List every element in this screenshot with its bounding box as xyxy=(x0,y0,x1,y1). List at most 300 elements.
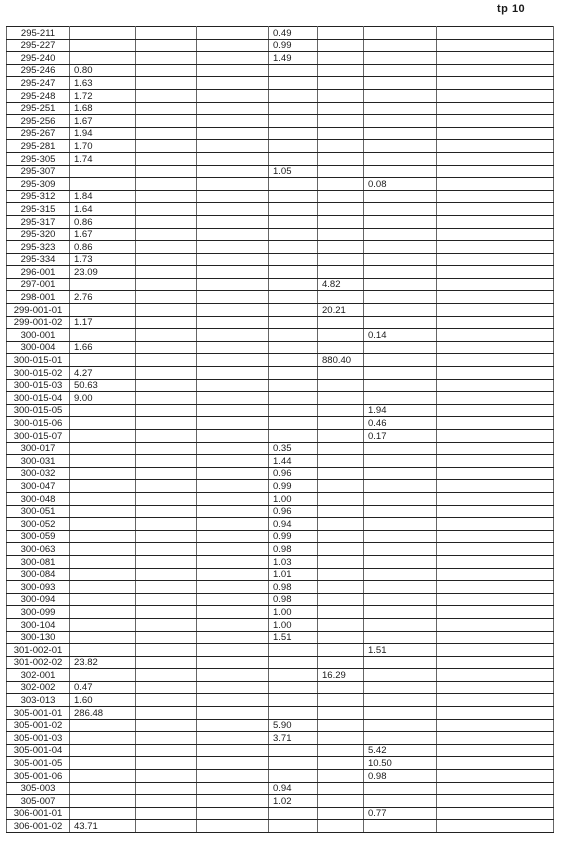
value-cell xyxy=(364,203,437,216)
value-cell xyxy=(269,669,318,682)
value-cell xyxy=(269,707,318,720)
value-cell xyxy=(318,228,364,241)
value-cell: 1.74 xyxy=(70,152,136,165)
value-cell xyxy=(197,329,269,342)
value-cell xyxy=(197,480,269,493)
table-row xyxy=(7,681,554,694)
value-cell xyxy=(437,278,554,291)
value-cell xyxy=(318,820,364,833)
value-cell xyxy=(136,782,197,795)
value-cell xyxy=(318,77,364,90)
value-cell: 1.72 xyxy=(70,89,136,102)
row-code-cell: 299-001-01 xyxy=(7,304,70,317)
table-row xyxy=(7,417,554,430)
value-cell xyxy=(197,467,269,480)
value-cell xyxy=(70,631,136,644)
value-cell xyxy=(364,656,437,669)
value-cell xyxy=(197,52,269,65)
value-cell: 10.50 xyxy=(364,757,437,770)
row-code-cell: 301-002-01 xyxy=(7,644,70,657)
value-cell xyxy=(364,152,437,165)
value-cell xyxy=(136,555,197,568)
row-code-cell: 295-281 xyxy=(7,140,70,153)
value-cell: 1.44 xyxy=(269,455,318,468)
value-cell: 0.99 xyxy=(269,480,318,493)
value-cell xyxy=(197,253,269,266)
value-cell xyxy=(197,631,269,644)
value-cell xyxy=(197,27,269,40)
value-cell xyxy=(437,417,554,430)
table-row xyxy=(7,719,554,732)
value-cell xyxy=(364,77,437,90)
value-cell xyxy=(197,354,269,367)
value-cell xyxy=(70,278,136,291)
value-cell xyxy=(437,52,554,65)
value-cell xyxy=(197,39,269,52)
table-row xyxy=(7,505,554,518)
row-code-cell: 303-013 xyxy=(7,694,70,707)
value-cell: 20.21 xyxy=(318,304,364,317)
value-cell xyxy=(437,530,554,543)
row-code-cell: 295-251 xyxy=(7,102,70,115)
row-code-cell: 295-309 xyxy=(7,178,70,191)
value-cell xyxy=(437,770,554,783)
value-cell xyxy=(70,39,136,52)
value-cell: 43.71 xyxy=(70,820,136,833)
value-cell xyxy=(136,341,197,354)
value-cell xyxy=(70,480,136,493)
value-cell xyxy=(197,568,269,581)
row-code-cell: 305-001-01 xyxy=(7,707,70,720)
table-row xyxy=(7,744,554,757)
value-cell xyxy=(70,543,136,556)
value-cell xyxy=(70,404,136,417)
row-code-cell: 300-001 xyxy=(7,329,70,342)
value-cell xyxy=(136,455,197,468)
value-cell xyxy=(269,392,318,405)
value-cell xyxy=(136,39,197,52)
value-cell xyxy=(136,694,197,707)
value-cell xyxy=(437,732,554,745)
value-cell xyxy=(70,442,136,455)
value-cell xyxy=(318,430,364,443)
value-cell xyxy=(364,291,437,304)
value-cell xyxy=(269,820,318,833)
value-cell xyxy=(437,606,554,619)
value-cell xyxy=(437,127,554,140)
value-cell: 0.98 xyxy=(364,770,437,783)
value-cell xyxy=(364,530,437,543)
value-cell: 23.09 xyxy=(70,266,136,279)
value-cell xyxy=(318,744,364,757)
value-cell xyxy=(197,744,269,757)
value-cell xyxy=(437,203,554,216)
value-cell xyxy=(136,530,197,543)
value-cell xyxy=(364,392,437,405)
table-row xyxy=(7,27,554,40)
value-cell xyxy=(364,89,437,102)
value-cell xyxy=(70,430,136,443)
value-cell xyxy=(197,367,269,380)
value-cell xyxy=(197,178,269,191)
table-row xyxy=(7,492,554,505)
value-cell xyxy=(269,744,318,757)
value-cell xyxy=(437,455,554,468)
table-row xyxy=(7,480,554,493)
value-cell xyxy=(197,593,269,606)
value-cell xyxy=(437,27,554,40)
value-cell xyxy=(136,354,197,367)
table-row xyxy=(7,278,554,291)
value-cell: 1.01 xyxy=(269,568,318,581)
value-cell xyxy=(197,228,269,241)
value-cell xyxy=(136,127,197,140)
value-cell xyxy=(318,606,364,619)
table-row xyxy=(7,140,554,153)
value-cell xyxy=(364,480,437,493)
value-cell xyxy=(437,379,554,392)
value-cell: 0.86 xyxy=(70,241,136,254)
row-code-cell: 295-267 xyxy=(7,127,70,140)
value-cell xyxy=(70,530,136,543)
value-cell xyxy=(364,39,437,52)
row-code-cell: 300-048 xyxy=(7,492,70,505)
value-cell xyxy=(364,732,437,745)
value-cell xyxy=(136,480,197,493)
value-cell xyxy=(437,543,554,556)
value-cell xyxy=(437,581,554,594)
row-code-cell: 302-001 xyxy=(7,669,70,682)
table-row xyxy=(7,568,554,581)
value-cell xyxy=(70,593,136,606)
value-cell xyxy=(136,505,197,518)
value-cell xyxy=(269,354,318,367)
value-cell xyxy=(364,795,437,808)
value-cell xyxy=(318,291,364,304)
table-row xyxy=(7,379,554,392)
row-code-cell: 298-001 xyxy=(7,291,70,304)
value-cell: 4.82 xyxy=(318,278,364,291)
value-cell xyxy=(197,430,269,443)
value-cell xyxy=(197,669,269,682)
value-cell xyxy=(318,341,364,354)
value-cell xyxy=(197,102,269,115)
value-cell: 0.80 xyxy=(70,64,136,77)
value-cell: 1.00 xyxy=(269,606,318,619)
value-cell xyxy=(197,707,269,720)
value-cell xyxy=(136,467,197,480)
table-row xyxy=(7,467,554,480)
value-cell xyxy=(269,190,318,203)
value-cell xyxy=(318,455,364,468)
row-code-cell: 300-015-04 xyxy=(7,392,70,405)
value-cell xyxy=(437,241,554,254)
value-cell xyxy=(70,329,136,342)
value-cell xyxy=(318,417,364,430)
table-row xyxy=(7,127,554,140)
value-cell xyxy=(269,807,318,820)
value-cell xyxy=(437,102,554,115)
row-code-cell: 300-047 xyxy=(7,480,70,493)
value-cell xyxy=(364,215,437,228)
row-code-cell: 300-051 xyxy=(7,505,70,518)
row-code-cell: 305-001-04 xyxy=(7,744,70,757)
value-cell xyxy=(136,644,197,657)
value-cell xyxy=(364,127,437,140)
value-cell: 1.49 xyxy=(269,52,318,65)
value-cell: 0.96 xyxy=(269,467,318,480)
value-cell xyxy=(136,115,197,128)
table-row xyxy=(7,530,554,543)
value-cell xyxy=(437,190,554,203)
value-cell xyxy=(197,656,269,669)
value-cell xyxy=(136,518,197,531)
table-row xyxy=(7,669,554,682)
table-row xyxy=(7,190,554,203)
value-cell: 2.76 xyxy=(70,291,136,304)
row-code-cell: 295-307 xyxy=(7,165,70,178)
value-cell: 9.00 xyxy=(70,392,136,405)
value-cell xyxy=(70,27,136,40)
value-cell xyxy=(269,64,318,77)
value-cell: 1.94 xyxy=(364,404,437,417)
row-code-cell: 300-104 xyxy=(7,618,70,631)
value-cell xyxy=(437,367,554,380)
row-code-cell: 300-052 xyxy=(7,518,70,531)
value-cell xyxy=(197,543,269,556)
value-cell xyxy=(437,64,554,77)
value-cell xyxy=(136,707,197,720)
value-cell xyxy=(318,530,364,543)
value-cell: 0.94 xyxy=(269,518,318,531)
value-cell xyxy=(364,631,437,644)
value-cell xyxy=(318,782,364,795)
value-cell xyxy=(318,316,364,329)
value-cell: 1.00 xyxy=(269,492,318,505)
value-cell xyxy=(269,291,318,304)
row-code-cell: 300-017 xyxy=(7,442,70,455)
value-cell xyxy=(136,203,197,216)
value-cell xyxy=(318,770,364,783)
row-code-cell: 306-001-02 xyxy=(7,820,70,833)
value-cell xyxy=(136,102,197,115)
value-cell xyxy=(70,455,136,468)
value-cell: 1.67 xyxy=(70,228,136,241)
value-cell xyxy=(197,190,269,203)
row-code-cell: 301-002-02 xyxy=(7,656,70,669)
value-cell: 1.51 xyxy=(269,631,318,644)
row-code-cell: 295-246 xyxy=(7,64,70,77)
value-cell xyxy=(437,77,554,90)
value-cell xyxy=(437,215,554,228)
value-cell xyxy=(437,631,554,644)
row-code-cell: 305-007 xyxy=(7,795,70,808)
value-cell: 0.08 xyxy=(364,178,437,191)
value-cell xyxy=(318,190,364,203)
value-cell xyxy=(197,681,269,694)
value-cell xyxy=(318,593,364,606)
value-cell xyxy=(197,492,269,505)
row-code-cell: 295-320 xyxy=(7,228,70,241)
row-code-cell: 300-093 xyxy=(7,581,70,594)
value-cell xyxy=(269,681,318,694)
value-cell xyxy=(70,807,136,820)
value-cell xyxy=(136,795,197,808)
row-code-cell: 300-031 xyxy=(7,455,70,468)
value-cell xyxy=(269,178,318,191)
value-cell xyxy=(364,681,437,694)
value-cell xyxy=(364,581,437,594)
value-cell xyxy=(364,316,437,329)
value-cell xyxy=(136,253,197,266)
value-cell xyxy=(197,606,269,619)
value-cell xyxy=(197,379,269,392)
row-code-cell: 295-211 xyxy=(7,27,70,40)
value-cell xyxy=(136,291,197,304)
value-cell: 1.60 xyxy=(70,694,136,707)
value-cell xyxy=(318,266,364,279)
value-cell xyxy=(318,140,364,153)
value-cell xyxy=(437,568,554,581)
value-cell xyxy=(269,152,318,165)
value-cell xyxy=(437,656,554,669)
row-code-cell: 300-059 xyxy=(7,530,70,543)
value-cell xyxy=(318,253,364,266)
value-cell xyxy=(197,392,269,405)
value-cell: 0.17 xyxy=(364,430,437,443)
table-row xyxy=(7,291,554,304)
table-row xyxy=(7,770,554,783)
value-cell: 1.67 xyxy=(70,115,136,128)
value-cell xyxy=(136,681,197,694)
value-cell: 1.03 xyxy=(269,555,318,568)
table-row xyxy=(7,367,554,380)
value-cell xyxy=(318,807,364,820)
row-code-cell: 295-256 xyxy=(7,115,70,128)
value-cell: 0.98 xyxy=(269,581,318,594)
value-cell xyxy=(364,555,437,568)
value-cell xyxy=(136,770,197,783)
value-cell xyxy=(70,52,136,65)
value-cell xyxy=(70,757,136,770)
table-row xyxy=(7,316,554,329)
value-cell xyxy=(437,757,554,770)
value-cell xyxy=(136,304,197,317)
value-cell xyxy=(364,102,437,115)
value-cell xyxy=(437,228,554,241)
value-cell xyxy=(269,77,318,90)
value-cell xyxy=(136,52,197,65)
value-cell xyxy=(318,64,364,77)
value-cell xyxy=(197,795,269,808)
value-cell: 0.96 xyxy=(269,505,318,518)
value-cell xyxy=(197,757,269,770)
value-cell: 4.27 xyxy=(70,367,136,380)
value-cell xyxy=(437,341,554,354)
value-cell xyxy=(437,795,554,808)
value-cell xyxy=(318,543,364,556)
value-cell xyxy=(318,442,364,455)
value-cell xyxy=(318,581,364,594)
value-cell xyxy=(437,707,554,720)
row-code-cell: 300-015-02 xyxy=(7,367,70,380)
value-cell xyxy=(318,631,364,644)
row-code-cell: 295-247 xyxy=(7,77,70,90)
value-cell: 1.66 xyxy=(70,341,136,354)
table-row xyxy=(7,518,554,531)
table-row xyxy=(7,392,554,405)
value-cell xyxy=(197,518,269,531)
table-body xyxy=(7,27,554,833)
value-cell xyxy=(197,115,269,128)
value-cell xyxy=(136,241,197,254)
value-cell xyxy=(269,89,318,102)
value-cell xyxy=(437,392,554,405)
table-row xyxy=(7,203,554,216)
value-cell: 1.84 xyxy=(70,190,136,203)
table-row xyxy=(7,241,554,254)
value-cell xyxy=(364,165,437,178)
value-cell xyxy=(437,316,554,329)
value-cell xyxy=(70,505,136,518)
value-cell xyxy=(70,719,136,732)
value-cell xyxy=(318,568,364,581)
value-cell xyxy=(136,442,197,455)
value-cell xyxy=(197,644,269,657)
value-cell xyxy=(70,178,136,191)
value-cell xyxy=(269,329,318,342)
table-row xyxy=(7,52,554,65)
value-cell xyxy=(136,618,197,631)
value-cell xyxy=(197,719,269,732)
value-cell: 1.00 xyxy=(269,618,318,631)
value-cell xyxy=(269,241,318,254)
value-cell xyxy=(364,820,437,833)
value-cell xyxy=(364,618,437,631)
value-cell xyxy=(136,543,197,556)
table-row xyxy=(7,732,554,745)
value-cell xyxy=(70,770,136,783)
value-cell xyxy=(318,732,364,745)
value-cell: 0.49 xyxy=(269,27,318,40)
value-cell: 1.73 xyxy=(70,253,136,266)
value-cell xyxy=(437,593,554,606)
value-cell xyxy=(136,165,197,178)
table-row xyxy=(7,644,554,657)
table-row xyxy=(7,782,554,795)
value-cell: 1.68 xyxy=(70,102,136,115)
value-cell xyxy=(437,518,554,531)
value-cell xyxy=(197,278,269,291)
value-cell: 0.99 xyxy=(269,39,318,52)
value-cell xyxy=(70,518,136,531)
value-cell: 1.17 xyxy=(70,316,136,329)
value-cell xyxy=(437,681,554,694)
row-code-cell: 300-094 xyxy=(7,593,70,606)
value-cell xyxy=(136,392,197,405)
value-cell: 0.99 xyxy=(269,530,318,543)
value-cell xyxy=(364,64,437,77)
value-cell xyxy=(136,77,197,90)
value-cell xyxy=(269,430,318,443)
value-cell xyxy=(269,304,318,317)
value-cell xyxy=(269,316,318,329)
row-code-cell: 295-334 xyxy=(7,253,70,266)
value-cell xyxy=(70,354,136,367)
value-cell xyxy=(318,518,364,531)
value-cell xyxy=(136,807,197,820)
table-row xyxy=(7,152,554,165)
